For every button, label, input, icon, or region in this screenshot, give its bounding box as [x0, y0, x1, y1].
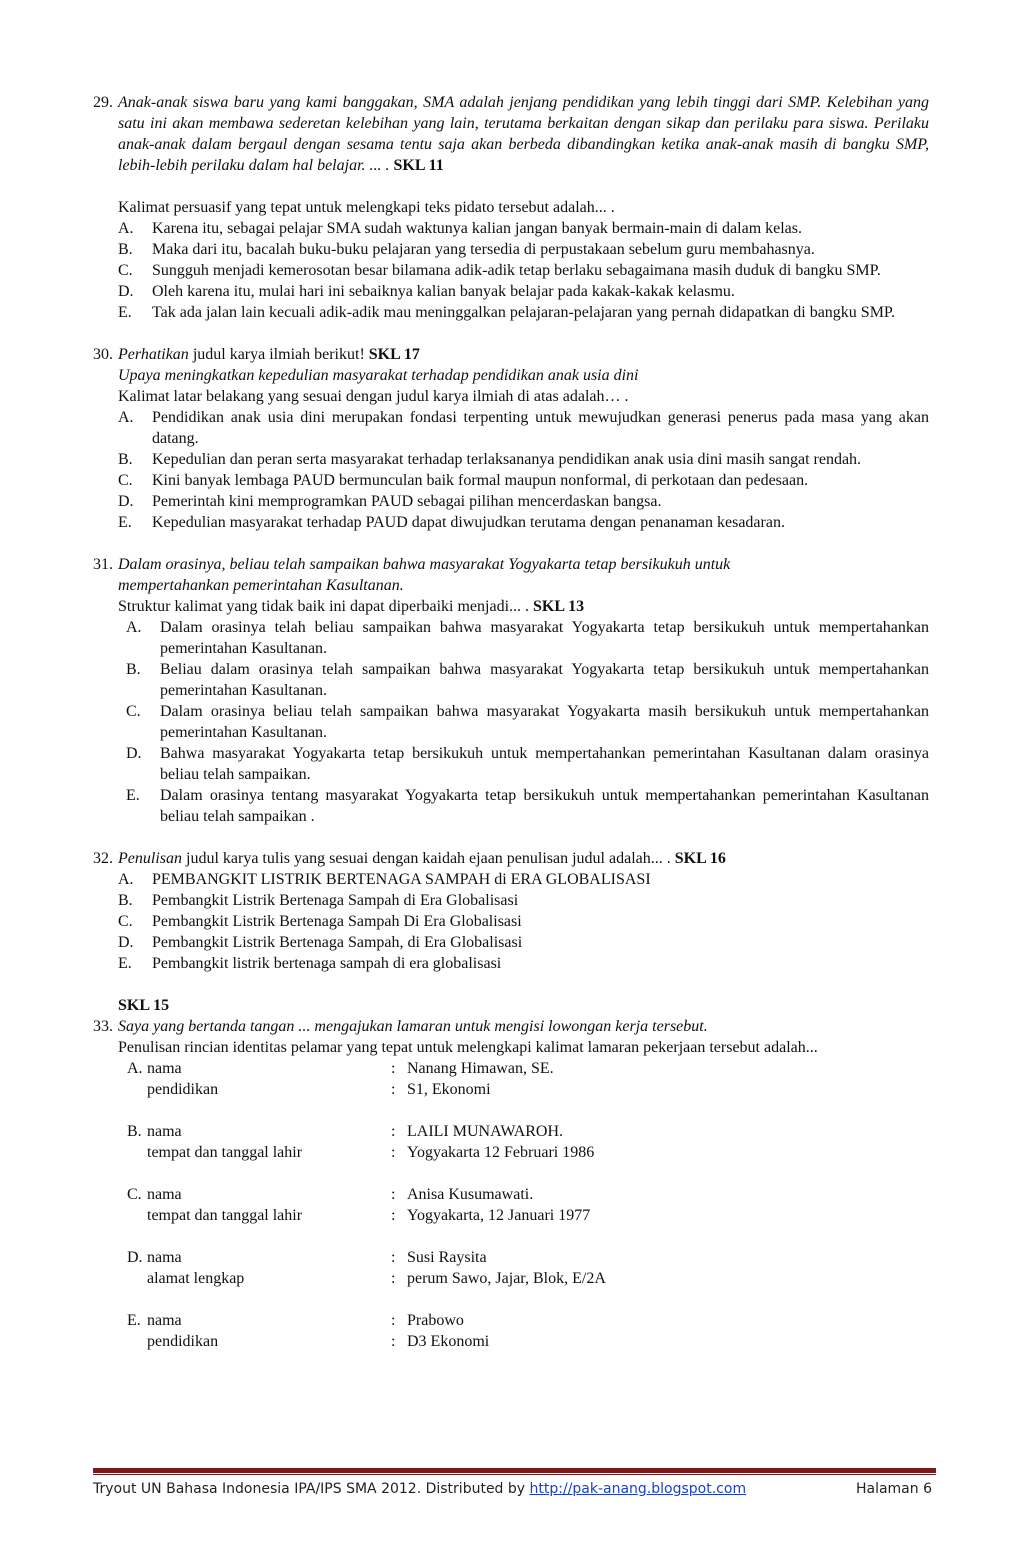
option-d[interactable] — [93, 281, 929, 302]
option-c[interactable] — [93, 911, 929, 932]
identity-value: Nanang Himawan, SE. — [407, 1060, 554, 1077]
option-text: Pemerintah kini memprogramkan PAUD sebagai pilihan mencerdaskan bangsa. — [152, 493, 662, 510]
page-footer — [93, 1479, 936, 1500]
option-text: Kepedulian dan peran serta masyarakat terhadap terlaksananya pendidikan anak usia dini masih sangat rendah. — [152, 451, 862, 468]
question-number: 29. — [93, 94, 113, 111]
question-prompt: Struktur kalimat yang tidak baik ini dapat diperbaiki menjadi... . — [118, 598, 534, 615]
option-text: Kini banyak lembaga PAUD bermunculan baik formal maupun nonformal, di perkotaan dan pedesaan. — [152, 472, 809, 489]
footer-text: Tryout UN Bahasa Indonesia IPA/IPS SMA 2012. Distributed by — [93, 1481, 530, 1497]
option-c[interactable] — [93, 260, 929, 281]
identity-key: nama — [147, 1186, 182, 1203]
skl-label: SKL 17 — [368, 346, 420, 363]
option-text: Tak ada jalan lain kecuali adik-adik mau meninggalkan pelajaran-pelajaran yang pernah didapatkan di bangku SMP. — [152, 304, 896, 321]
identity-row — [127, 1310, 929, 1331]
question-prompt: Kalimat latar belakang yang sesuai dengan judul karya ilmiah di atas adalah… . — [118, 388, 629, 405]
option-a[interactable] — [101, 617, 929, 659]
option-text: Bahwa masyarakat Yogyakarta tetap bersikukuh untuk mempertahankan pemerintahan Kasultanan dalam orasinya beliau telah sampaikan. — [160, 745, 929, 783]
options-list — [93, 1058, 929, 1352]
colon: : — [391, 1186, 396, 1203]
identity-row — [127, 1079, 929, 1100]
question-page — [93, 92, 929, 1352]
option-c[interactable] — [93, 1184, 929, 1226]
option-e[interactable] — [93, 953, 929, 974]
option-text: Dalam orasinya telah beliau sampaikan bahwa masyarakat Yogyakarta tetap bersikukuh untuk mempertahankan pemerintahan Kasultanan. — [160, 619, 929, 657]
option-d[interactable] — [93, 491, 929, 512]
identity-key: pendidikan — [147, 1333, 219, 1350]
identity-key: nama — [147, 1249, 182, 1266]
identity-row — [127, 1184, 929, 1205]
option-label: E. — [118, 304, 132, 321]
option-text: Karena itu, sebagai pelajar SMA sudah waktunya kalian jangan banyak bermain-main di dalam kelas. — [152, 220, 803, 237]
option-label: A. — [118, 220, 134, 237]
option-label: D. — [118, 934, 134, 951]
skl-label: SKL 11 — [393, 157, 444, 174]
lead-word: Penulisan — [118, 850, 182, 867]
identity-row — [127, 1268, 929, 1289]
option-a[interactable] — [93, 869, 929, 890]
identity-value: Yogyakarta, 12 Januari 1977 — [407, 1207, 591, 1224]
colon: : — [391, 1249, 396, 1266]
identity-key: nama — [147, 1312, 182, 1329]
option-label: C. — [118, 472, 133, 489]
question-32 — [93, 848, 929, 974]
footer-rule-thin — [93, 1474, 936, 1475]
option-label: B. — [118, 892, 133, 909]
option-text: Maka dari itu, bacalah buku-buku pelajaran yang tersedia di perpustakaan sebelum guru membahasnya. — [152, 241, 815, 258]
option-label — [127, 1331, 147, 1352]
question-30 — [93, 344, 929, 533]
option-d[interactable] — [93, 932, 929, 953]
identity-value: LAILI MUNAWAROH. — [407, 1123, 564, 1140]
option-label: D. — [118, 283, 134, 300]
option-a[interactable] — [93, 1058, 929, 1100]
question-number: 32. — [93, 850, 113, 867]
colon: : — [391, 1144, 396, 1161]
identity-value: S1, Ekonomi — [407, 1081, 491, 1098]
option-text: Kepedulian masyarakat terhadap PAUD dapat diwujudkan terutama dengan penanaman kesadaran. — [152, 514, 785, 531]
option-text: Beliau dalam orasinya telah sampaikan bahwa masyarakat Yogyakarta tetap bersikukuh untuk mempertahankan pemerintahan Kasultanan. — [160, 661, 929, 699]
lead-word: Perhatikan — [118, 346, 189, 363]
option-c[interactable] — [101, 701, 929, 743]
option-label: B. — [126, 661, 141, 678]
identity-key: nama — [147, 1123, 182, 1140]
option-label: D. — [127, 1249, 143, 1266]
option-label — [127, 1268, 147, 1289]
colon: : — [391, 1312, 396, 1329]
lead-text: judul karya ilmiah berikut! — [188, 346, 369, 363]
footer-link[interactable]: http://pak-anang.blogspot.com — [529, 1481, 747, 1497]
colon: : — [391, 1333, 396, 1350]
question-33 — [93, 995, 929, 1352]
question-prompt: Penulisan rincian identitas pelamar yang tepat untuk melengkapi kalimat lamaran pekerjaan tersebut adalah... — [118, 1039, 818, 1056]
option-text: PEMBANGKIT LISTRIK BERTENAGA SAMPAH di ERA GLOBALISASI — [152, 871, 651, 888]
example-sentence: Dalam orasinya, beliau telah sampaikan bahwa masyarakat Yogyakarta tetap bersikukuh untuk mempertahankan pemerintahan Kasultanan. — [118, 556, 731, 594]
colon: : — [391, 1123, 396, 1140]
option-label: C. — [127, 1186, 142, 1203]
identity-key: alamat lengkap — [147, 1270, 245, 1287]
option-label: B. — [127, 1123, 142, 1140]
option-label: C. — [126, 703, 141, 720]
page-number: Halaman 6 — [855, 1481, 932, 1497]
identity-key: tempat dan tanggal lahir — [147, 1144, 303, 1161]
identity-row — [127, 1247, 929, 1268]
option-label: A. — [127, 1060, 143, 1077]
colon: : — [391, 1060, 396, 1077]
option-b[interactable] — [93, 239, 929, 260]
option-label — [127, 1205, 147, 1226]
option-text: Pendidikan anak usia dini merupakan fondasi terpenting untuk mewujudkan generasi penerus pada masa yang akan datang. — [152, 409, 929, 447]
option-text: Pembangkit Listrik Bertenaga Sampah di Era Globalisasi — [152, 892, 519, 909]
identity-value: Prabowo — [407, 1312, 464, 1329]
option-e[interactable] — [101, 785, 929, 827]
question-number: 31. — [93, 556, 113, 573]
option-d[interactable] — [101, 743, 929, 785]
skl-label: SKL 16 — [674, 850, 726, 867]
options-list — [93, 617, 929, 827]
colon: : — [391, 1270, 396, 1287]
identity-value: Anisa Kusumawati. — [407, 1186, 534, 1203]
option-text: Oleh karena itu, mulai hari ini sebaiknya kalian banyak belajar pada kakak-kakak kelasmu. — [152, 283, 735, 300]
option-label: C. — [118, 262, 133, 279]
option-text: Dalam orasinya tentang masyarakat Yogyakarta tetap bersikukuh untuk mempertahankan pemerintahan Kasultanan beliau telah sampaikan . — [160, 787, 929, 825]
option-c[interactable] — [93, 470, 929, 491]
option-b[interactable] — [93, 1121, 929, 1163]
colon: : — [391, 1081, 396, 1098]
option-label — [127, 1142, 147, 1163]
option-a[interactable] — [93, 407, 929, 449]
option-label: E. — [118, 514, 132, 531]
skl-label: SKL 13 — [533, 598, 585, 615]
identity-key: nama — [147, 1060, 182, 1077]
option-a[interactable] — [93, 218, 929, 239]
identity-row — [127, 1121, 929, 1142]
identity-row — [127, 1142, 929, 1163]
option-label: A. — [118, 409, 134, 426]
option-text: Pembangkit Listrik Bertenaga Sampah, di Era Globalisasi — [152, 934, 523, 951]
option-text: Pembangkit listrik bertenaga sampah di era globalisasi — [152, 955, 502, 972]
karya-title: Upaya meningkatkan kepedulian masyarakat terhadap pendidikan anak usia dini — [118, 367, 639, 384]
option-label: C. — [118, 913, 133, 930]
option-b[interactable] — [93, 890, 929, 911]
options-list — [93, 869, 929, 974]
option-text: Sungguh menjadi kemerosotan besar bilamana adik-adik tetap berlaku sebagaimana masih duduk di bangku SMP. — [152, 262, 881, 279]
option-e[interactable] — [93, 1310, 929, 1352]
question-31 — [93, 554, 929, 827]
option-label: E. — [118, 955, 132, 972]
option-e[interactable] — [93, 512, 929, 533]
lead-text: judul karya tulis yang sesuai dengan kaidah ejaan penulisan judul adalah... . — [182, 850, 675, 867]
option-label: E. — [126, 787, 140, 804]
option-label: B. — [118, 241, 133, 258]
speech-text: Anak-anak siswa baru yang kami banggakan, SMA adalah jenjang pendidikan yang lebih tinggi dari SMP. Kelebihan yang satu ini akan membawa sederetan kelebihan yang lain, terutama berkaitan dengan sikap dan perilaku para siswa. Perilaku anak-anak dalam bergaul dengan sesama tentu saja akan berbeda dibandingkan ketika anak-anak masih di bangku SMP, lebih-lebih perilaku dalam hal belajar. ... . — [118, 94, 929, 174]
identity-key: tempat dan tanggal lahir — [147, 1207, 303, 1224]
identity-row — [127, 1058, 929, 1079]
footer-rule — [93, 1468, 936, 1473]
footer-credit — [93, 1479, 746, 1500]
question-number: 33. — [93, 1018, 113, 1035]
question-29 — [93, 92, 929, 323]
skl-heading: SKL 15 — [118, 997, 170, 1014]
option-b[interactable] — [93, 449, 929, 470]
option-d[interactable] — [93, 1247, 929, 1289]
options-list — [93, 407, 929, 533]
option-label: A. — [118, 871, 134, 888]
identity-key: pendidikan — [147, 1081, 219, 1098]
question-number: 30. — [93, 346, 113, 363]
options-list — [93, 218, 929, 323]
option-e[interactable] — [93, 302, 929, 323]
identity-row — [127, 1331, 929, 1352]
option-label: A. — [126, 619, 142, 636]
option-label: B. — [118, 451, 133, 468]
letter-sentence: Saya yang bertanda tangan ... mengajukan lamaran untuk mengisi lowongan kerja tersebut. — [118, 1018, 708, 1035]
question-prompt: Kalimat persuasif yang tepat untuk melengkapi teks pidato tersebut adalah... . — [118, 199, 615, 216]
identity-value: Susi Raysita — [407, 1249, 487, 1266]
option-label — [127, 1079, 147, 1100]
identity-row — [127, 1205, 929, 1226]
identity-value: Yogyakarta 12 Februari 1986 — [407, 1144, 595, 1161]
option-label: D. — [118, 493, 134, 510]
option-label: D. — [126, 745, 142, 762]
option-b[interactable] — [101, 659, 929, 701]
option-text: Dalam orasinya beliau telah sampaikan bahwa masyarakat Yogyakarta masih bersikukuh untuk mempertahankan pemerintahan Kasultanan. — [160, 703, 929, 741]
option-label: E. — [127, 1312, 141, 1329]
option-text: Pembangkit Listrik Bertenaga Sampah Di Era Globalisasi — [152, 913, 522, 930]
identity-value: perum Sawo, Jajar, Blok, E/2A — [407, 1270, 606, 1287]
colon: : — [391, 1207, 396, 1224]
identity-value: D3 Ekonomi — [407, 1333, 490, 1350]
